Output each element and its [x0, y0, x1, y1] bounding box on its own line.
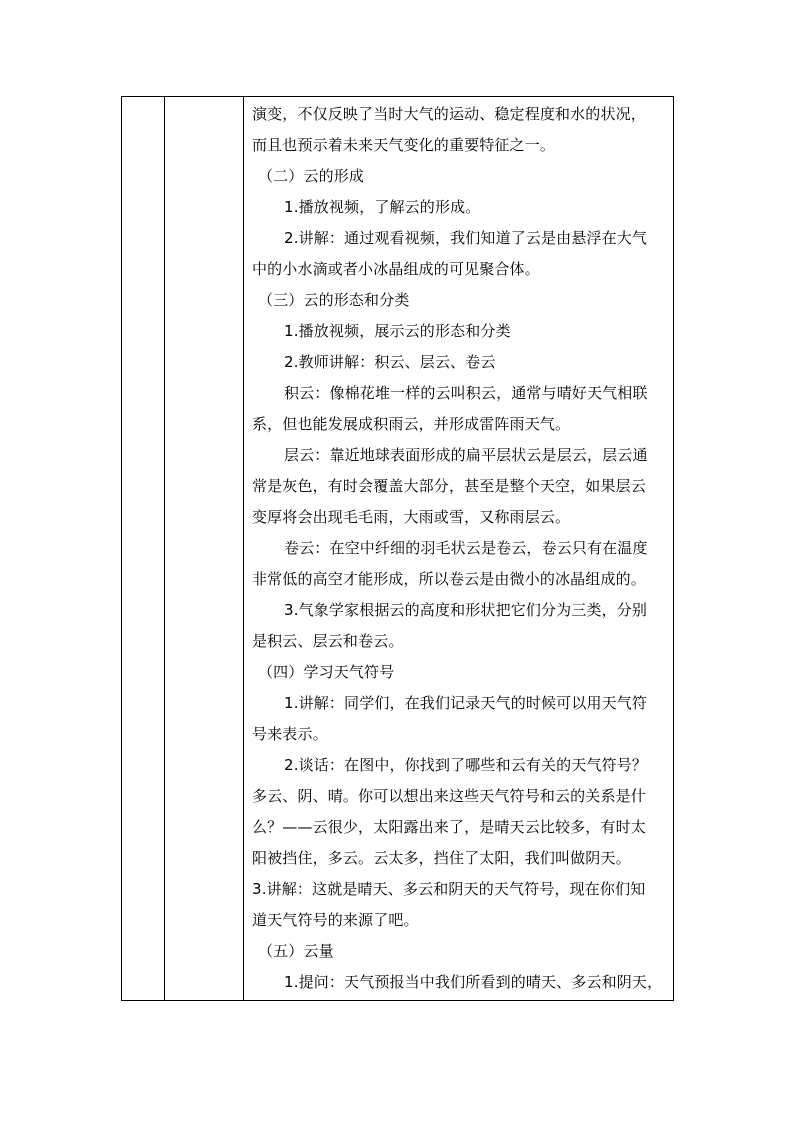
text-line: 多云、阴、晴。你可以想出来这些天气符号和云的关系是什: [252, 787, 646, 805]
section-heading: （五）云量: [258, 942, 334, 960]
lesson-plan-table: [121, 96, 674, 1001]
text-line: 而且也预示着未来天气变化的重要特征之一。: [252, 136, 556, 154]
text-line: 1.播放视频，了解云的形成。: [284, 198, 481, 216]
text-line: 道天气符号的来源了吧。: [252, 911, 419, 929]
section-heading: （四）学习天气符号: [258, 663, 395, 681]
text-line: 3.气象学家根据云的高度和形状把它们分为三类，分别: [284, 601, 648, 619]
section-heading: （三）云的形态和分类: [258, 291, 410, 309]
text-line: 常是灰色，有时会覆盖大部分，甚至是整个天空，如果层云: [252, 477, 646, 495]
text-line: 积云：像棉花堆一样的云叫积云，通常与晴好天气相联: [284, 384, 648, 402]
text-line: 2.教师讲解：积云、层云、卷云: [284, 353, 496, 371]
text-line: 阳被挡住，多云。云太多，挡住了太阳，我们叫做阴天。: [252, 849, 631, 867]
text-line: 1.提问：天气预报当中我们所看到的晴天、多云和阴天，: [284, 973, 663, 991]
text-line: 是积云、层云和卷云。: [252, 632, 404, 650]
text-line: 么？——云很少，太阳露出来了，是晴天云比较多，有时太: [252, 818, 646, 836]
text-line: 中的小水滴或者小冰晶组成的可见聚合体。: [252, 260, 540, 278]
text-line: 号来表示。: [252, 725, 328, 743]
table-cell-column-2: [165, 97, 244, 1001]
table-cell-column-1: [122, 97, 165, 1001]
lesson-content: [244, 97, 673, 998]
table-cell-content: [244, 97, 674, 1001]
text-line: 1.播放视频，展示云的形态和分类: [284, 322, 511, 340]
text-line: 演变，不仅反映了当时大气的运动、稳定程度和水的状况，: [252, 105, 646, 123]
text-line: 卷云：在空中纤细的羽毛状云是卷云，卷云只有在温度: [284, 539, 648, 557]
text-line: 非常低的高空才能形成，所以卷云是由微小的冰晶组成的。: [252, 570, 646, 588]
section-heading: （二）云的形成: [258, 167, 365, 185]
text-line: 2.讲解：通过观看视频，我们知道了云是由悬浮在大气: [284, 229, 648, 247]
text-line: 3.讲解：这就是晴天、多云和阴天的天气符号，现在你们知: [252, 880, 646, 898]
text-line: 层云：靠近地球表面形成的扁平层状云是层云，层云通: [284, 446, 648, 464]
text-line: 变厚将会出现毛毛雨，大雨或雪，又称雨层云。: [252, 508, 571, 526]
text-line: 1.讲解：同学们，在我们记录天气的时候可以用天气符: [284, 694, 648, 712]
text-line: 系，但也能发展成积雨云，并形成雷阵雨天气。: [252, 415, 571, 433]
table-row: [122, 97, 674, 1001]
text-line: 2.谈话：在图中，你找到了哪些和云有关的天气符号？: [284, 756, 648, 774]
